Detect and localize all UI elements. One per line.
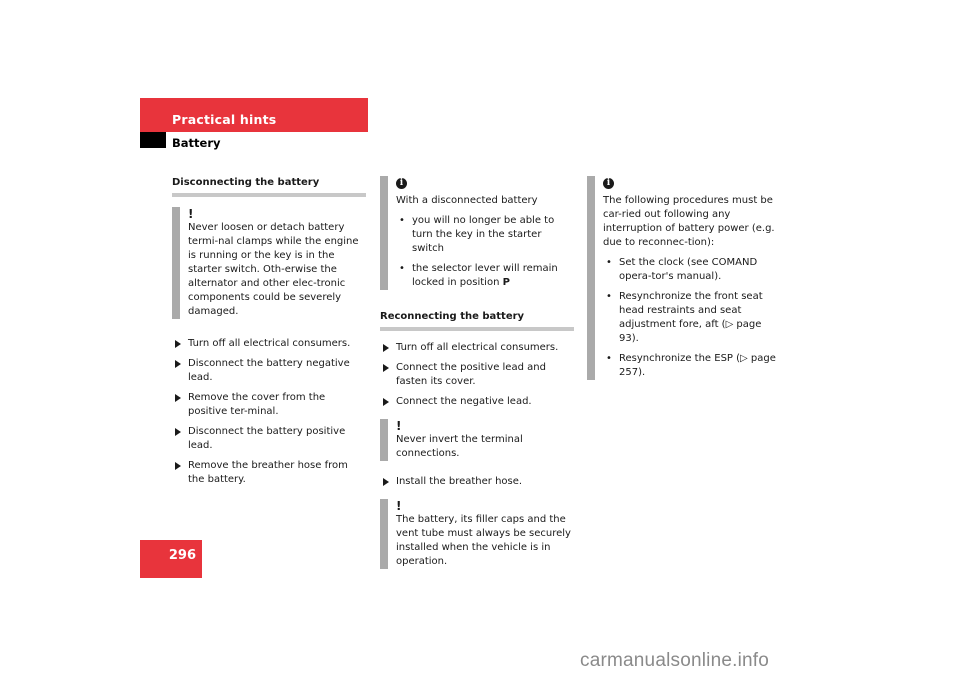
section-title: Practical hints: [172, 112, 277, 127]
step-item: Connect the positive lead and fasten its cover.: [380, 361, 574, 389]
section-header-bar: [140, 98, 368, 132]
watermark: carmanualsonline.info: [580, 650, 770, 671]
gear-position-p: P: [502, 277, 510, 288]
step-item: Remove the breather hose from the battery.: [172, 459, 366, 487]
warning-icon: !: [396, 419, 402, 433]
info-bullet: • you will no longer be able to turn the key in the starter switch: [396, 214, 574, 256]
step-item: Remove the cover from the positive ter-minal.: [172, 391, 366, 419]
column-disconnecting: [172, 176, 366, 493]
step-item: Turn off all electrical consumers.: [172, 337, 366, 351]
warning-icon: !: [188, 207, 194, 221]
info-text: The following procedures must be car-ried out following any interruption of battery power (e.g. due to reconnec-tion):: [603, 195, 775, 248]
heading-disconnecting: Disconnecting the battery: [172, 176, 366, 197]
subsection-title: Battery: [172, 136, 221, 150]
info-bullet-text: the selector lever will remain locked in position: [412, 263, 558, 288]
warning-text: Never loosen or detach battery termi-nal clamps while the engine is running or the key is in the starter switch. Oth-erwise the alternator and other elec-tronic components could be severely damaged.: [188, 222, 359, 317]
info-note-disconnected: [380, 176, 574, 290]
step-item: Disconnect the battery positive lead.: [172, 425, 366, 453]
warning-text: Never invert the terminal connections.: [396, 434, 523, 459]
step-item: Connect the negative lead.: [380, 395, 574, 409]
warning-text: The battery, its filler caps and the vent tube must always be securely installed when the vehicle is in operation.: [396, 514, 571, 567]
info-bullet: [396, 262, 574, 290]
step-item: Disconnect the battery negative lead.: [172, 357, 366, 385]
warning-note-secure: [380, 499, 574, 569]
info-intro: With a disconnected battery: [396, 195, 538, 206]
warning-icon: !: [396, 499, 402, 513]
warning-note-clamps: [172, 207, 366, 319]
info-icon: i: [603, 178, 614, 189]
column-reconnecting: [380, 176, 574, 581]
info-icon: i: [396, 178, 407, 189]
page-number: 296: [168, 548, 196, 563]
column-procedures: [587, 176, 783, 392]
subsection-tab: [140, 132, 166, 148]
info-note-procedures: [587, 176, 783, 380]
page-number-box: [140, 540, 202, 578]
procedure-bullet: • Resynchronize the front seat head restraints and seat adjustment fore, aft (▷ page 93).: [603, 290, 783, 346]
procedure-bullet: • Resynchronize the ESP (▷ page 257).: [603, 352, 783, 380]
step-item: Turn off all electrical consumers.: [380, 341, 574, 355]
warning-note-invert: [380, 419, 574, 461]
heading-reconnecting: Reconnecting the battery: [380, 310, 574, 331]
step-item: Install the breather hose.: [380, 475, 574, 489]
procedure-bullet: • Set the clock (see COMAND opera-tor's manual).: [603, 256, 783, 284]
